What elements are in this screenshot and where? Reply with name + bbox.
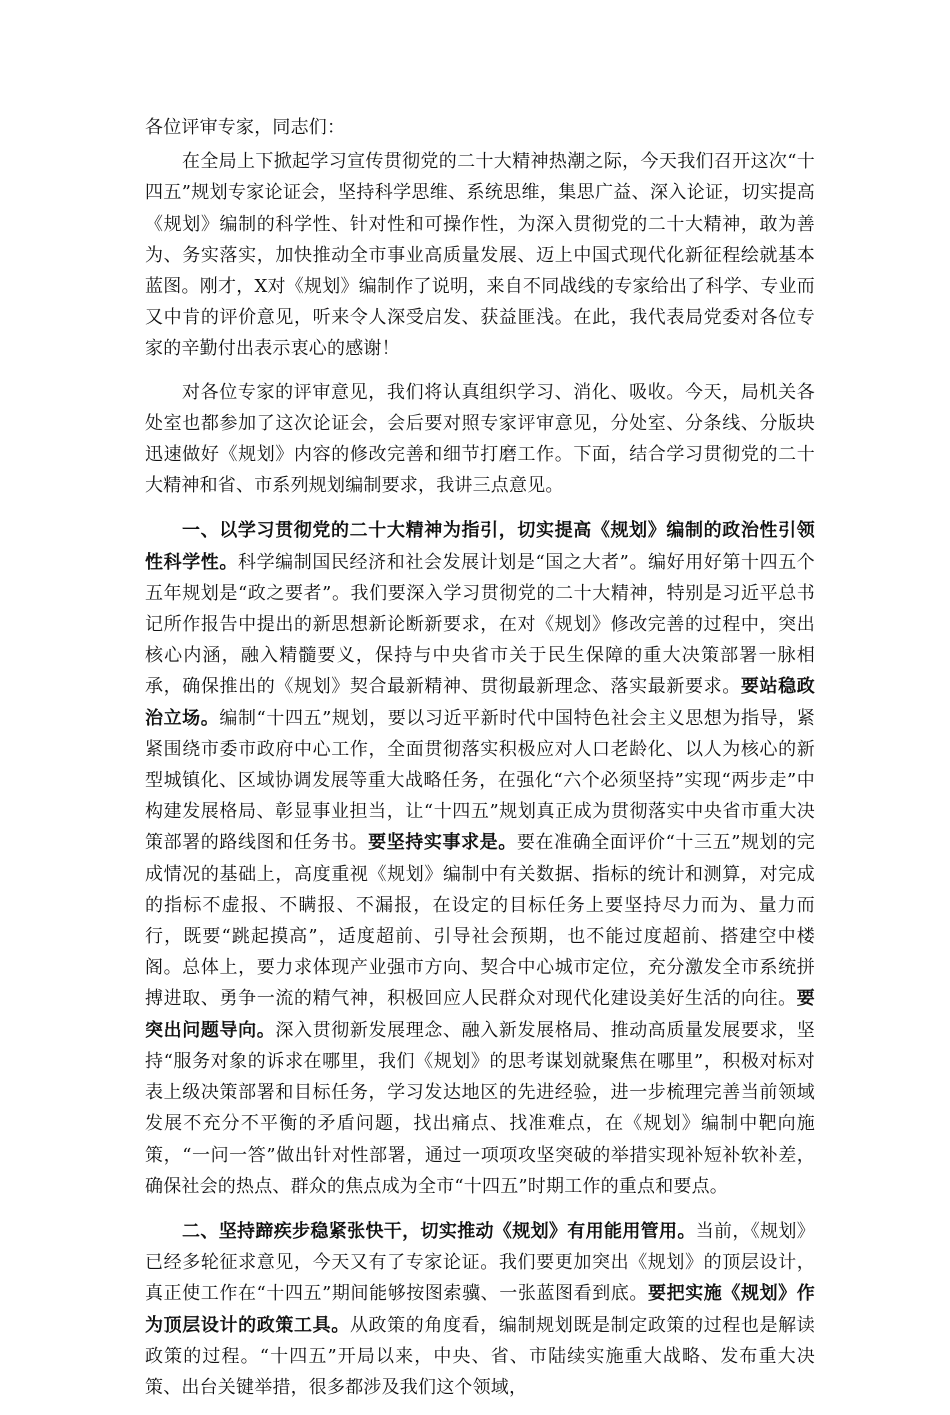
point-heading: 要坚持实事求是。 [368, 832, 517, 854]
paragraph-text: 当前，《规划》已经多轮征求意见，今天又有了专家论证。我们要更加突出《规划》的顶层设计，真正使工作在“十四五”期间能够按图索骥、一张蓝图看到底。 [145, 1220, 815, 1305]
paragraph-text: 深入贯彻新发展理念、融入新发展格局、推动高质量发展要求，坚持“服务对象的诉求在哪里，我们《规划》的思考谋划就聚焦在哪里”，积极对标对表上级决策部署和目标任务，学习发达地区的先进经验，进一步梳理完善当前领域发展不充分不平衡的矛盾问题，找出痛点、找准难点，在《规划》编制中靶向施策，“一问一答”做出针对性部署，通过一项项攻坚突破的举措实现补短补软补差，确保社会的热点、群众的焦点成为全市“十四五”时期工作的重点和要点。 [145, 1019, 815, 1197]
paragraph-text: 对各位专家的评审意见，我们将认真组织学习、消化、吸收。今天，局机关各处室也都参加了这次论证会，会后要对照专家评审意见，分处室、分条线、分版块迅速做好《规划》内容的修改完善和细节打磨工作。下面，结合学习贯彻党的二十大精神和省、市系列规划编制要求，我讲三点意见。 [145, 381, 815, 497]
section-heading: 一、以学习贯彻党的二十大精神为指引，切实提高《规划》编制的政治性引领性科学性。 [145, 520, 815, 573]
section-heading: 二、坚持蹄疾步稳紧张快干，切实推动《规划》有用能用管用。 [182, 1220, 696, 1242]
paragraph-text: 在全局上下掀起学习宣传贯彻党的二十大精神热潮之际，今天我们召开这次“十四五”规划专家论证会，坚持科学思维、系统思维，集思广益、深入论证，切实提高《规划》编制的科学性、针对性和可操作性，为深入贯彻党的二十大精神，敢为善为、务实落实，加快推动全市事业高质量发展、迈上中国式现代化新征程绘就基本蓝图。刚才，X对《规划》编制作了说明，来自不同战线的专家给出了科学、专业而又中肯的评价意见，听来令人深受启发、获益匪浅。在此，我代表局党委对各位专家的辛勤付出表示衷心的感谢！ [145, 151, 815, 360]
paragraph-response [145, 377, 815, 502]
point-heading: 要突出问题导向。 [145, 988, 815, 1041]
paragraph-text: 要在准确全面评价“十三五”规划的完成情况的基础上，高度重视《规划》编制中有关数据、指标的统计和测算，对完成的指标不虚报、不瞒报、不漏报，在设定的目标任务上要坚持尽力而为、量力而行，既要“跳起摸高”，适度超前、引导社会预期，也不能过度超前、搭建空中楼阁。总体上，要力求体现产业强市方向、契合中心城市定位，充分激发全市系统拼搏进取、勇争一流的精气神，积极回应人民群众对现代化建设美好生活的向往。 [145, 832, 815, 1010]
section-one [145, 515, 815, 1201]
point-heading: 要站稳政治立场。 [145, 676, 815, 729]
point-heading: 要把实施《规划》作为顶层设计的政策工具。 [145, 1283, 815, 1336]
paragraph-intro [145, 146, 815, 364]
document-page [145, 112, 815, 1415]
greeting: 各位评审专家，同志们： [145, 117, 346, 138]
paragraph-text: 从政策的角度看，编制规划既是制定政策的过程也是解读政策的过程。“十四五”开局以来，中央、省、市陆续实施重大战略、发布重大决策、出台关键举措，很多都涉及我们这个领域， [145, 1314, 816, 1398]
paragraph-text: 编制“十四五”规划，要以习近平新时代中国特色社会主义思想为指导，紧紧围绕市委市政府中心工作，全面贯彻落实积极应对人口老龄化、以人为核心的新型城镇化、区域协调发展等重大战略任务，在强化“六个必须坚持”实现“两步走”中构建发展格局、彰显事业担当，让“十四五”规划真正成为贯彻落实中央省市重大决策部署的路线图和任务书。 [145, 707, 815, 854]
paragraph-text: 科学编制国民经济和社会发展计划是“国之大者”。编好用好第十四五个五年规划是“政之要者”。我们要深入学习贯彻党的二十大精神，特别是习近平总书记所作报告中提出的新思想新论断新要求，在对《规划》修改完善的过程中，突出核心内涵，融入精髓要义，保持与中央省市关于民生保障的重大决策部署一脉相承，确保推出的《规划》契合最新精神、贯彻最新理念、落实最新要求。 [145, 551, 816, 698]
section-two [145, 1216, 815, 1403]
